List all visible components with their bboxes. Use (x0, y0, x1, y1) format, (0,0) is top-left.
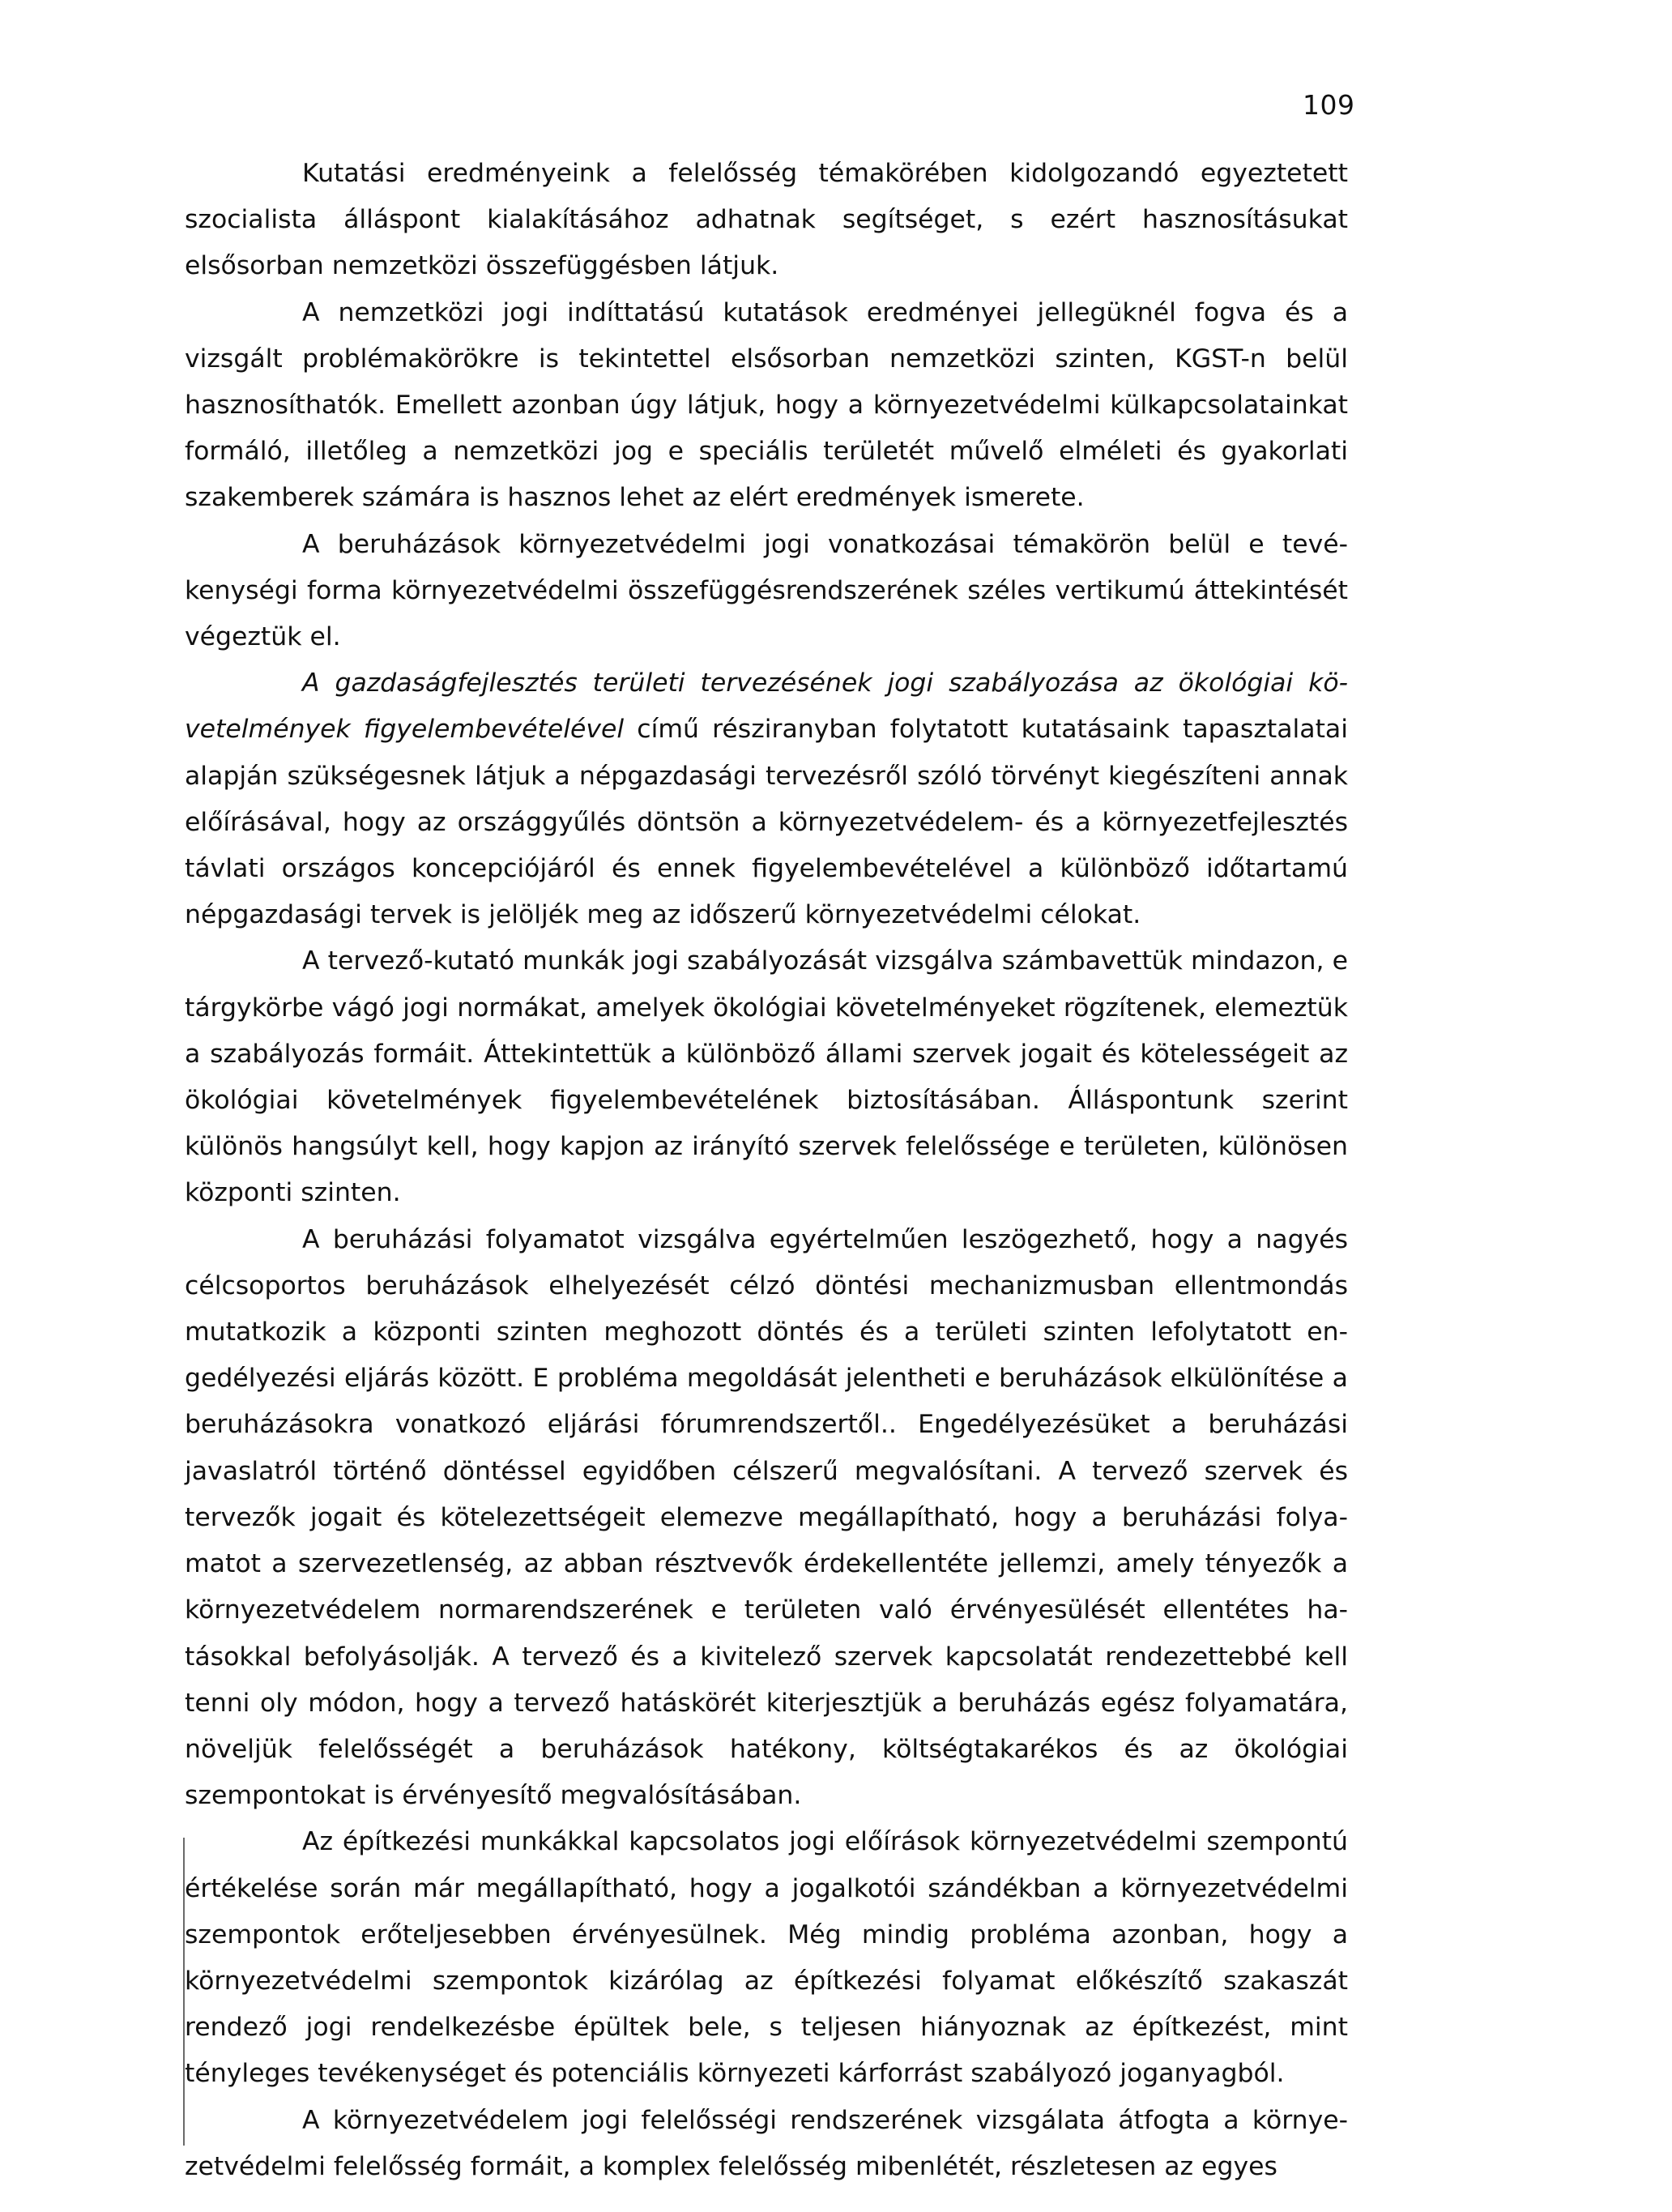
paragraph-research-results (185, 151, 1348, 290)
paragraph-text: Kutatási eredményeink a felelősség témakörében kidolgozandó egyeztetett szocialista álláspont kialakításához adhatnak segítséget, s ezért hasznosításukat elsősorban nemzetközi összefüggésben látjuk. (185, 159, 1348, 281)
paragraph-text: című résziranyban folytatott kutatásaink tapasztalatai alapján szükségesnek látjuk a népgazdasági tervezésről szóló törvényt kiegészíteni annak előírásával, hogy az országgyűlés döntsön a környezetvédelem- és a környezetfejlesztés távlati országos koncepciójáról és ennek figyelembevételével a különböző időtartamú népgazdasági tervek is jelöljék meg az időszerű környezetvédelmi célokat. (185, 715, 1348, 930)
paragraph-text: A beruházások környezetvédelmi jogi vonatkozásai témakörön belül e tevékenységi forma környezetvédelmi összefüggésrendszerének széles vertikumú áttekintését végeztük el. (185, 529, 1348, 652)
paragraph-investment-law (185, 522, 1348, 661)
page-number: 109 (1303, 89, 1355, 121)
paragraph-construction-rules (185, 1819, 1348, 2097)
paragraph-design-research (185, 938, 1348, 1216)
paragraph-liability-system (185, 2098, 1348, 2190)
subproject-title: A gazdaságfejlesztés területi tervezésének jogi szabályozása az ökológiai követelmények figyelembevételével (185, 668, 1348, 745)
paragraph-investment-process (185, 1217, 1348, 1820)
paragraph-regional-planning (185, 660, 1348, 938)
page-body (185, 151, 1348, 2190)
paragraph-text: A nemzetközi jogi indíttatású kutatások eredményei jellegüknél fogva és a vizsgált problémakörökre is tekintettel elsősorban nemzetközi szinten, KGST-n belül hasznosíthatók. Emellett azonban úgy látjuk, hogy a környezetvédelmi külkapcsolatainkat formáló, illetőleg a nemzetközi jog e speciális területét művelő elméleti és gyakorlati szakemberek számára is hasznos lehet az elért eredmények ismerete. (185, 297, 1348, 513)
margin-scan-line (183, 1838, 185, 2146)
paragraph-text: A tervező-kutató munkák jogi szabályozását vizsgálva számbavettük mindazon, e tárgykörbe vágó jogi normákat, amelyek ökológiai követelményeket rögzítenek, elemeztük a szabályozás formáit. Áttekintettük a különböző állami szervek jogait és kötelességeit az ökológiai követelmények figyelembevételének biztosításában. Álláspontunk szerint különös hangsúlyt kell, hogy kapjon az irányító szervek felelőssége e területen, különösen központi szinten. (185, 946, 1348, 1208)
paragraph-text: A környezetvédelem jogi felelősségi rendszerének vizsgálata átfogta a környezetvédelmi felelősség formáit, a komplex felelősség mibenlétét, részletesen az egyes (185, 2105, 1348, 2181)
paragraph-text: A beruházási folyamatot vizsgálva egyértelműen leszögezhető, hogy a nagyés célcsoportos beruházások elhelyezését célzó döntési mechanizmusban ellentmondás mutatkozik a központi szinten meghozott döntés és a területi szinten lefolytatott engedélyezési eljárás között. E probléma megoldását jelentheti e beruházások elkülönítése a beruházásokra vonatkozó eljárási fórumrendszertől.. Engedélyezésüket a beruházási javaslatról történő döntéssel egyidőben célszerű megvalósítani. A tervező szervek és tervezők jogait és kötelezettségeit elemezve megállapítható, hogy a beruházási folyamatot a szervezetlenség, az abban résztvevők érdekellentéte jellemzi, amely tényezők a környezetvédelem normarendszerének e területen való érvényesülését ellentétes hatásokkal befolyásolják. A tervező és a kivitelező szervek kapcsolatát rendezettebbé kell tenni oly módon, hogy a tervező hatáskörét kiterjesztjük a beruházás egész folyamatára, növeljük felelősségét a beruházások hatékony, költségtakarékos és az ökológiai szempontokat is érvényesítő megvalósításában. (185, 1224, 1348, 1811)
paragraph-international-law (185, 290, 1348, 522)
paragraph-text: Az építkezési munkákkal kapcsolatos jogi előírások környezetvédelmi szempontú értékelése során már megállapítható, hogy a jogalkotói szándékban a környezetvédelmi szempontok erőteljesebben érvényesülnek. Még mindig probléma azonban, hogy a környezetvédelmi szempontok kizárólag az építkezési folyamat előkészítő szakaszát rendező jogi rendelkezésbe épültek bele, s teljesen hiányoznak az építkezést, mint tényleges tevékenységet és potenciális környezeti kárforrást szabályozó joganyagból. (185, 1827, 1348, 2089)
